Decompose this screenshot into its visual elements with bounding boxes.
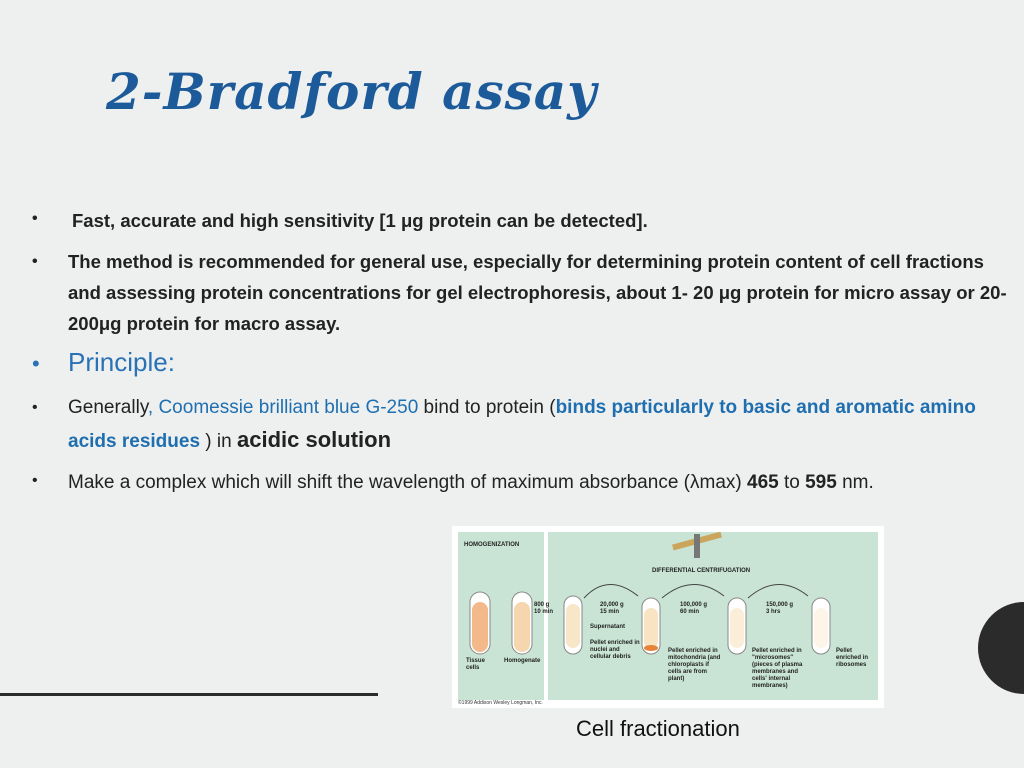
- speed-3: 100,000 g 60 min: [680, 602, 708, 615]
- cell-fractionation-figure: [452, 526, 884, 708]
- bullet-dye-binding: [30, 392, 1010, 458]
- text-to: to: [778, 472, 806, 493]
- homogenate-label: Homogenate: [504, 658, 541, 664]
- wavelength-to: 595: [805, 472, 837, 493]
- arrow-1: [584, 584, 638, 598]
- text-in: ) in: [200, 431, 237, 452]
- bullet-principle: [30, 347, 1010, 378]
- centrifugation-panel: [534, 532, 878, 700]
- acidic-solution: acidic solution: [236, 427, 392, 452]
- centrifugation-label: DIFFERENTIAL CENTRIFUGATION: [652, 568, 751, 574]
- bullet-method: [30, 246, 1010, 339]
- text-absorbance: Make a complex which will shift the wavelength of maximum absorbance (λmax): [68, 472, 747, 493]
- tube-3-fill: [730, 608, 744, 648]
- pellet-2-label: Pellet enriched in mitochondria (and chloroplasts if cells are from plant): [668, 648, 721, 682]
- decorative-circle: [978, 602, 1024, 694]
- homogenization-label: HOMOGENIZATION: [464, 542, 520, 548]
- tube-homogenate-fill: [514, 602, 530, 652]
- speed-4: 150,000 g 3 hrs: [766, 602, 794, 615]
- text-bind: bind to protein (: [418, 397, 556, 418]
- homogenization-panel: [458, 532, 544, 700]
- bullet-sensitivity: [30, 210, 1010, 232]
- text-nm: nm.: [836, 472, 874, 493]
- speed-2: 20,000 g 15 min: [600, 602, 624, 615]
- supernatant-label: Supernatant: [590, 624, 626, 630]
- tissue-label: Tissue cells: [466, 658, 485, 671]
- bullet-text: Fast, accurate and high sensitivity [1 μg protein can be detected].: [72, 210, 648, 231]
- tube-1-fill: [566, 604, 580, 648]
- pellet-4-label: Pellet enriched in ribosomes: [836, 648, 869, 668]
- slide-title: 2-Bradford assay: [106, 62, 598, 121]
- figure-caption: Cell fractionation: [576, 716, 740, 741]
- figure-copyright: ©1999 Addison Wesley Longman, Inc.: [458, 700, 543, 706]
- bullet-dot: •: [32, 472, 38, 489]
- bullet-dot: •: [32, 210, 38, 227]
- bullet-text: The method is recommended for general use, especially for determining protein content of cell fractions and assessing protein concentrations for gel electrophoresis, about 1- 20 μg protein for micro assay or 20-200μg protein for macro assay.: [68, 251, 1007, 334]
- pellet-3-label: Pellet enriched in "microsomes" (pieces of plasma membranes and cells' internal membranes): [752, 648, 803, 689]
- tube-2-fill: [644, 608, 658, 648]
- tube-tissue-fill: [472, 602, 488, 652]
- text-generally: Generally: [68, 397, 148, 418]
- arrow-2: [662, 584, 724, 598]
- speed-1: 800 g 10 min: [534, 602, 554, 615]
- homogenization-tubes: [458, 532, 544, 700]
- bullet-absorbance: [30, 472, 1010, 494]
- bullet-dot: •: [32, 253, 38, 270]
- tube-4-fill: [814, 608, 828, 648]
- pellet-1-label: Pellet enriched in nuclei and cellular debris: [590, 640, 640, 660]
- dye-name: , Coomessie brilliant blue G-250: [147, 397, 419, 418]
- footer-divider: [0, 693, 378, 696]
- wavelength-from: 465: [747, 472, 779, 493]
- residue-note: binds particularly to basic and aromatic amino acids residues: [68, 397, 976, 452]
- bullet-list: [30, 210, 1010, 494]
- bullet-dot: •: [32, 351, 40, 376]
- principle-heading: Principle:: [68, 347, 175, 377]
- bullet-dot: •: [32, 399, 38, 416]
- tube-2-pellet: [644, 645, 658, 651]
- rotor-shaft-icon: [694, 534, 700, 558]
- arrow-3: [748, 584, 808, 598]
